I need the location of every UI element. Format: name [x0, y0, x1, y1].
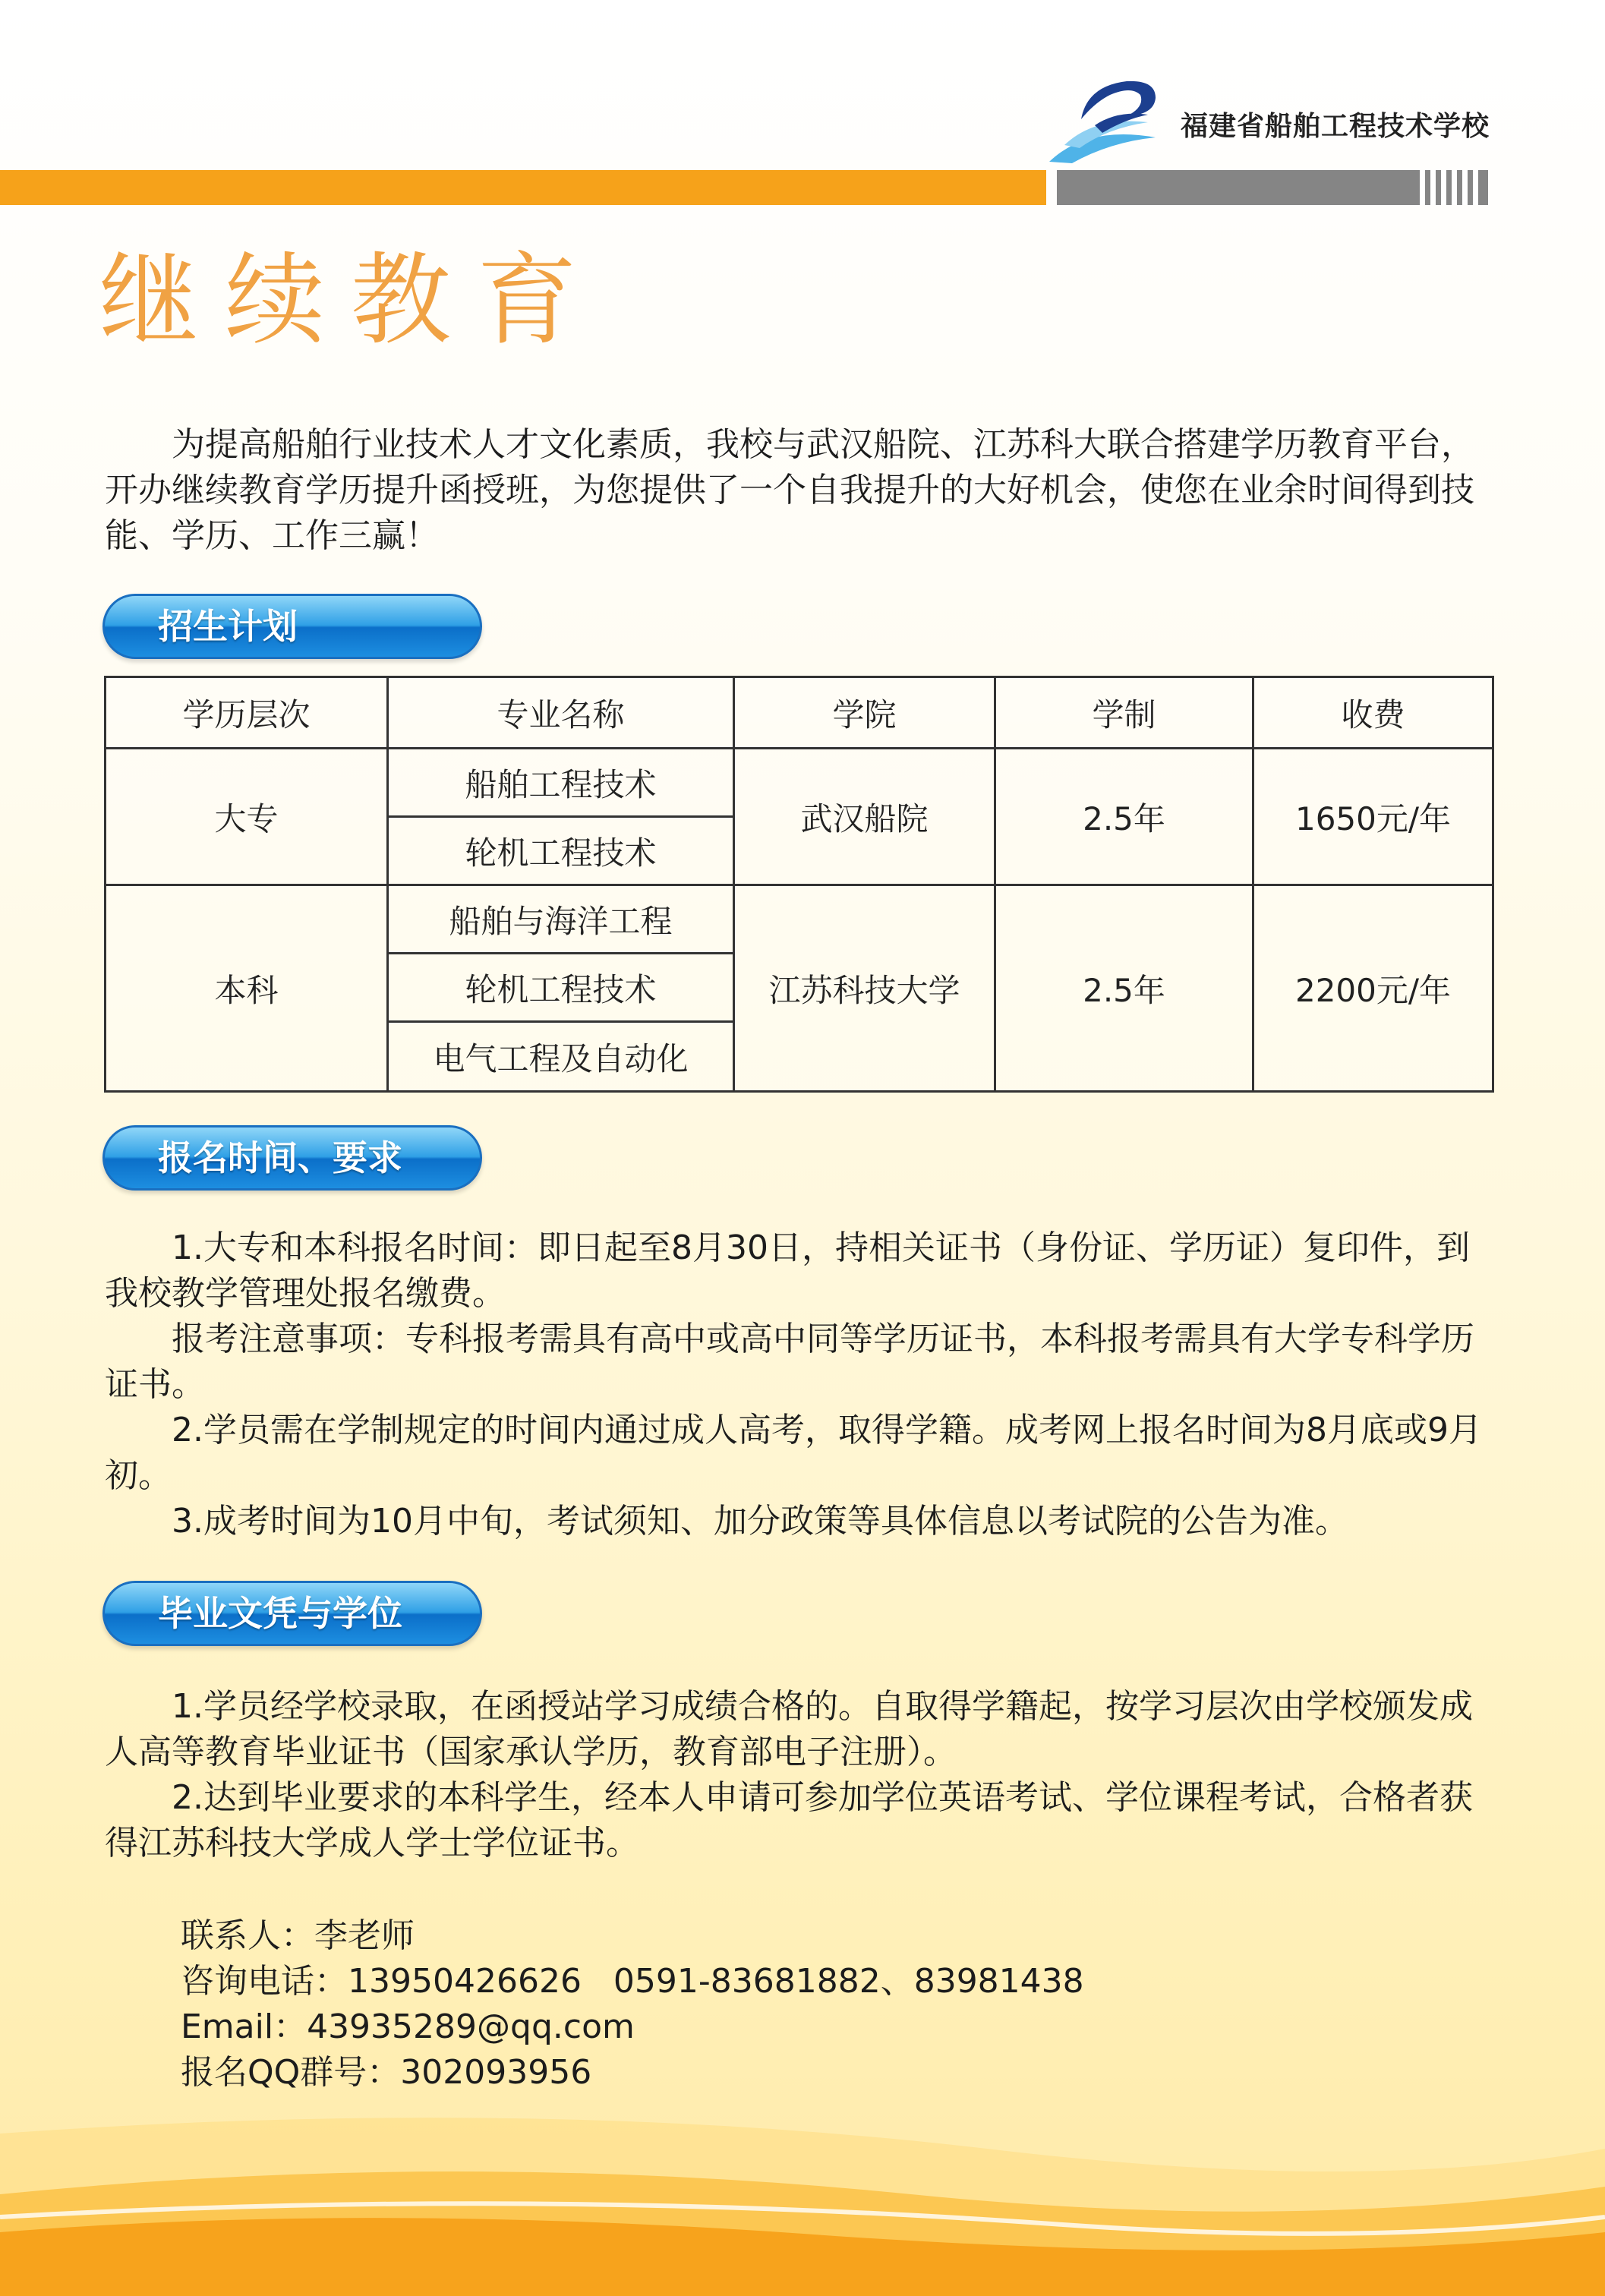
cell-major: 轮机工程技术	[388, 817, 734, 885]
header-stripes	[1415, 170, 1488, 205]
cell-college: 江苏科技大学	[734, 885, 995, 1092]
page-title: 继续教育	[99, 242, 603, 359]
cell-level: 本科	[106, 885, 388, 1092]
signup-block	[105, 1225, 1487, 1544]
footer-wave-decoration	[0, 2103, 1605, 2296]
cell-duration: 2.5年	[995, 749, 1253, 885]
intro-text: 为提高船舶行业技术人才文化素质，我校与武汉船院、江苏科大联合搭建学历教育平台，开办继续教育学历提升函授班，为您提供了一个自我提升的大好机会，使您在业余时间得到技能、学历、工作三赢！	[105, 425, 1474, 555]
orange-header-bar	[0, 170, 1046, 205]
cell-level: 大专	[106, 749, 388, 885]
graduation-block	[105, 1684, 1487, 1866]
signup-item-2: 2.学员需在学制规定的时间内通过成人高考，取得学籍。成考网上报名时间为8月底或9月初。	[105, 1411, 1482, 1495]
header-duration: 学制	[995, 677, 1253, 749]
contact-phone: 咨询电话：13950426626 0591-83681882、83981438	[181, 1962, 1084, 2001]
signup-note: 报考注意事项：专科报考需具有高中或高中同等学历证书，本科报考需具有大学专科学历证书。	[105, 1320, 1474, 1404]
enrollment-table	[104, 676, 1494, 1093]
header-college: 学院	[734, 677, 995, 749]
cell-duration: 2.5年	[995, 885, 1253, 1092]
cell-major: 船舶与海洋工程	[388, 885, 734, 954]
contact-person: 联系人：李老师	[181, 1916, 415, 1955]
section-plan-header: 招生计划	[102, 594, 482, 659]
table-row	[106, 885, 1493, 954]
contact-qq: 报名QQ群号：302093956	[181, 2053, 592, 2092]
cell-major: 电气工程及自动化	[388, 1022, 734, 1092]
cell-college: 武汉船院	[734, 749, 995, 885]
cell-fee: 2200元/年	[1253, 885, 1493, 1092]
signup-item-3: 3.成考时间为10月中旬，考试须知、加分政策等具体信息以考试院的公告为准。	[172, 1502, 1348, 1541]
header-level: 学历层次	[106, 677, 388, 749]
table-header-row	[106, 677, 1493, 749]
signup-item-1: 1.大专和本科报名时间：即日起至8月30日，持相关证书（身份证、学历证）复印件，到我校教学管理处报名缴费。	[105, 1228, 1470, 1313]
cell-major: 轮机工程技术	[388, 954, 734, 1022]
section-signup-header: 报名时间、要求	[102, 1125, 482, 1191]
header-major: 专业名称	[388, 677, 734, 749]
section-graduation-header: 毕业文凭与学位	[102, 1581, 482, 1646]
graduation-item-1: 1.学员经学校录取，在函授站学习成绩合格的。自取得学籍起，按学习层次由学校颁发成人高等教育毕业证书（国家承认学历，教育部电子注册）。	[105, 1687, 1473, 1771]
intro-paragraph	[105, 422, 1487, 559]
ship-wave-logo-icon	[1042, 72, 1163, 167]
header-fee: 收费	[1253, 677, 1493, 749]
school-name: 福建省船舶工程技术学校	[1181, 111, 1490, 142]
cell-fee: 1650元/年	[1253, 749, 1493, 885]
cell-major: 船舶工程技术	[388, 749, 734, 817]
graduation-item-2: 2.达到毕业要求的本科学生，经本人申请可参加学位英语考试、学位课程考试，合格者获得江苏科技大学成人学士学位证书。	[105, 1778, 1473, 1862]
table-row	[106, 749, 1493, 817]
contact-email: Email：43935289@qq.com	[181, 2007, 635, 2046]
